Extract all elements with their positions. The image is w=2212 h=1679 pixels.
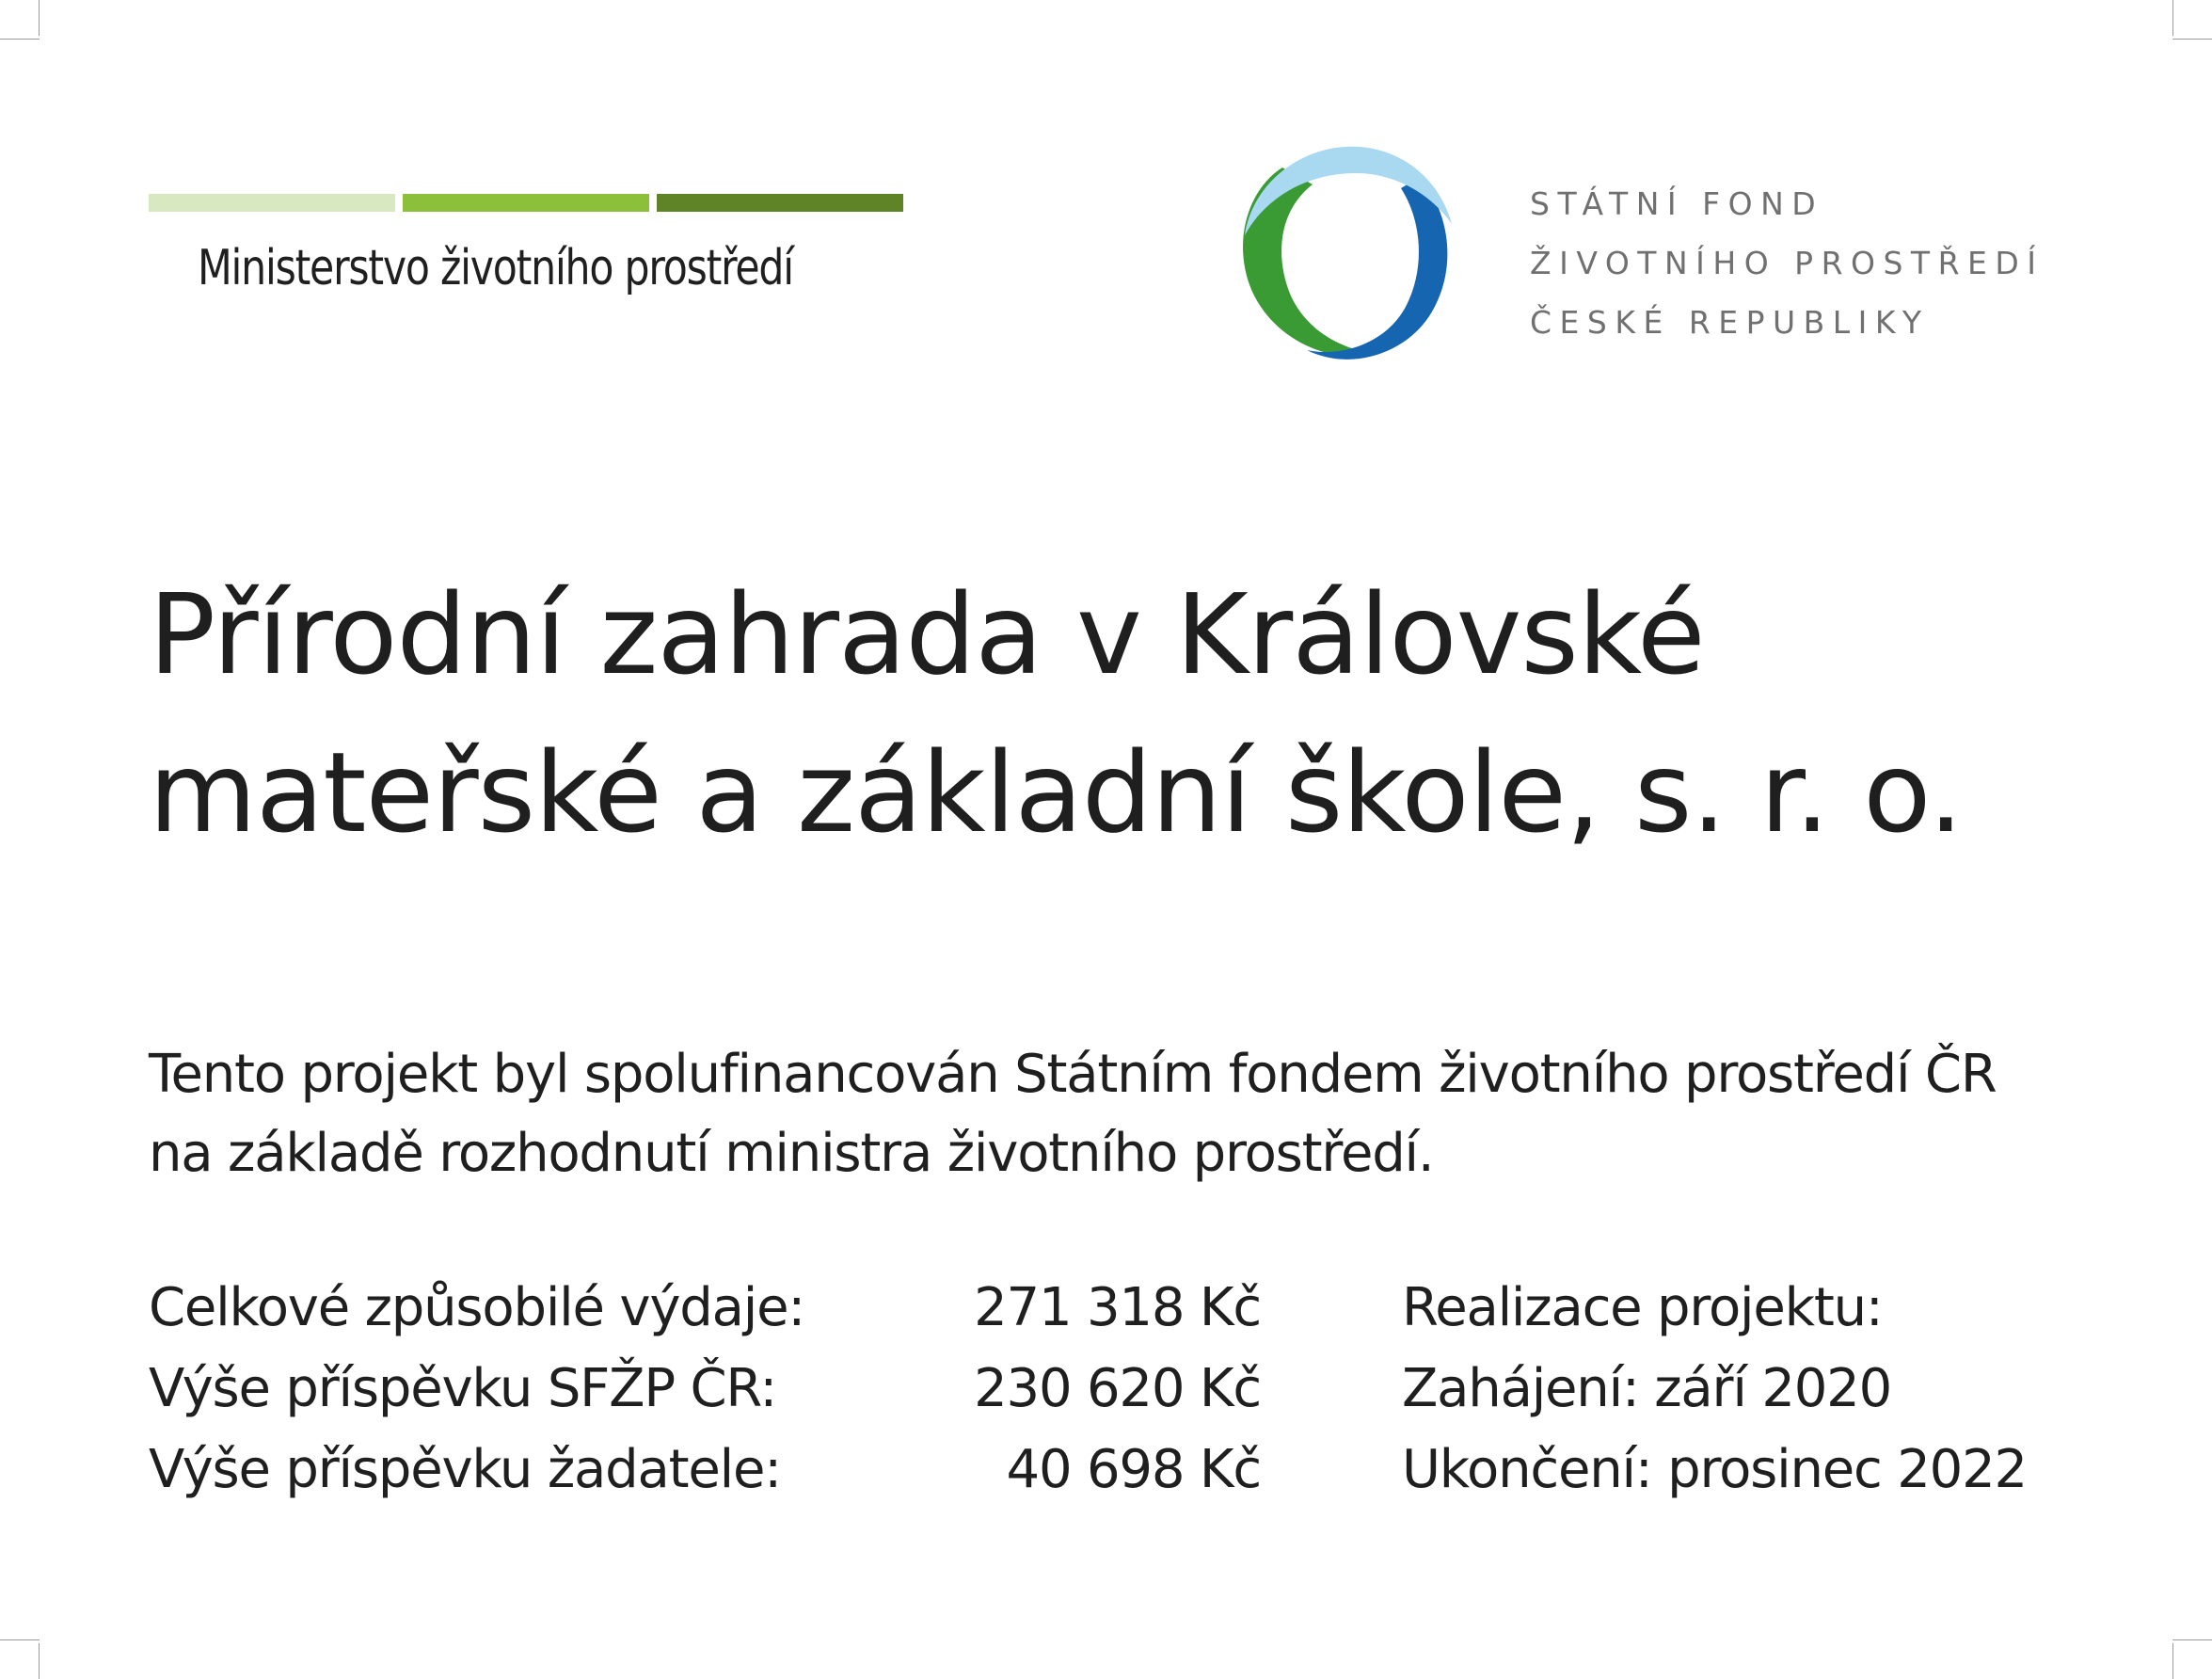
ministry-bar-dark: [657, 194, 903, 212]
fund-name: [1530, 174, 2045, 352]
ministry-bar-medium: [403, 194, 649, 212]
project-title: [149, 555, 2124, 871]
crop-mark: [0, 1639, 40, 1640]
crop-mark: [2172, 0, 2173, 36]
ministry-bar-light: [149, 194, 395, 212]
realization-info: [1402, 1268, 2027, 1511]
fund-name-line: ČESKÉ REPUBLIKY: [1530, 304, 1930, 341]
fund-logo-icon: [1228, 132, 1458, 367]
finance-table: [149, 1268, 1261, 1511]
fund-name-line: STÁTNÍ FOND: [1530, 185, 1824, 222]
project-title-line: Přírodní zahrada v Královské: [149, 569, 1705, 699]
finance-value: 271 318 Kč: [974, 1277, 1261, 1338]
ministry-name: Ministerstvo životního prostředí: [198, 240, 793, 296]
finance-row-applicant: [149, 1430, 1261, 1511]
finance-row-fund: [149, 1349, 1261, 1430]
crop-mark: [0, 39, 40, 40]
realization-start: Zahájení: září 2020: [1402, 1358, 1892, 1419]
realization-end: Ukončení: prosinec 2022: [1402, 1439, 2027, 1500]
fund-name-line: ŽIVOTNÍHO PROSTŘEDÍ: [1530, 245, 2045, 281]
statement-line: na základě rozhodnutí ministra životního prostředí.: [149, 1123, 1434, 1184]
crop-mark: [2172, 1643, 2173, 1679]
ministry-logo-bars: [149, 194, 903, 212]
finance-value: 40 698 Kč: [1006, 1439, 1261, 1500]
crop-mark: [39, 0, 40, 36]
crop-mark: [39, 1643, 40, 1679]
finance-label: Výše příspěvku žadatele:: [149, 1439, 781, 1500]
realization-heading: Realizace projektu:: [1402, 1277, 1883, 1338]
finance-label: Celkové způsobilé výdaje:: [149, 1277, 805, 1338]
crop-mark: [2172, 39, 2212, 40]
statement-line: Tento projekt byl spolufinancován Státním fondem životního prostředí ČR: [149, 1044, 1997, 1105]
finance-row-total: [149, 1268, 1261, 1349]
funding-statement: [149, 1035, 1997, 1193]
finance-label: Výše příspěvku SFŽP ČR:: [149, 1358, 777, 1419]
crop-mark: [2172, 1639, 2212, 1640]
logo-dark-blue-swirl: [1307, 177, 1447, 360]
finance-value: 230 620 Kč: [974, 1358, 1261, 1419]
project-title-line: mateřské a základní škole, s. r. o.: [149, 728, 1963, 857]
